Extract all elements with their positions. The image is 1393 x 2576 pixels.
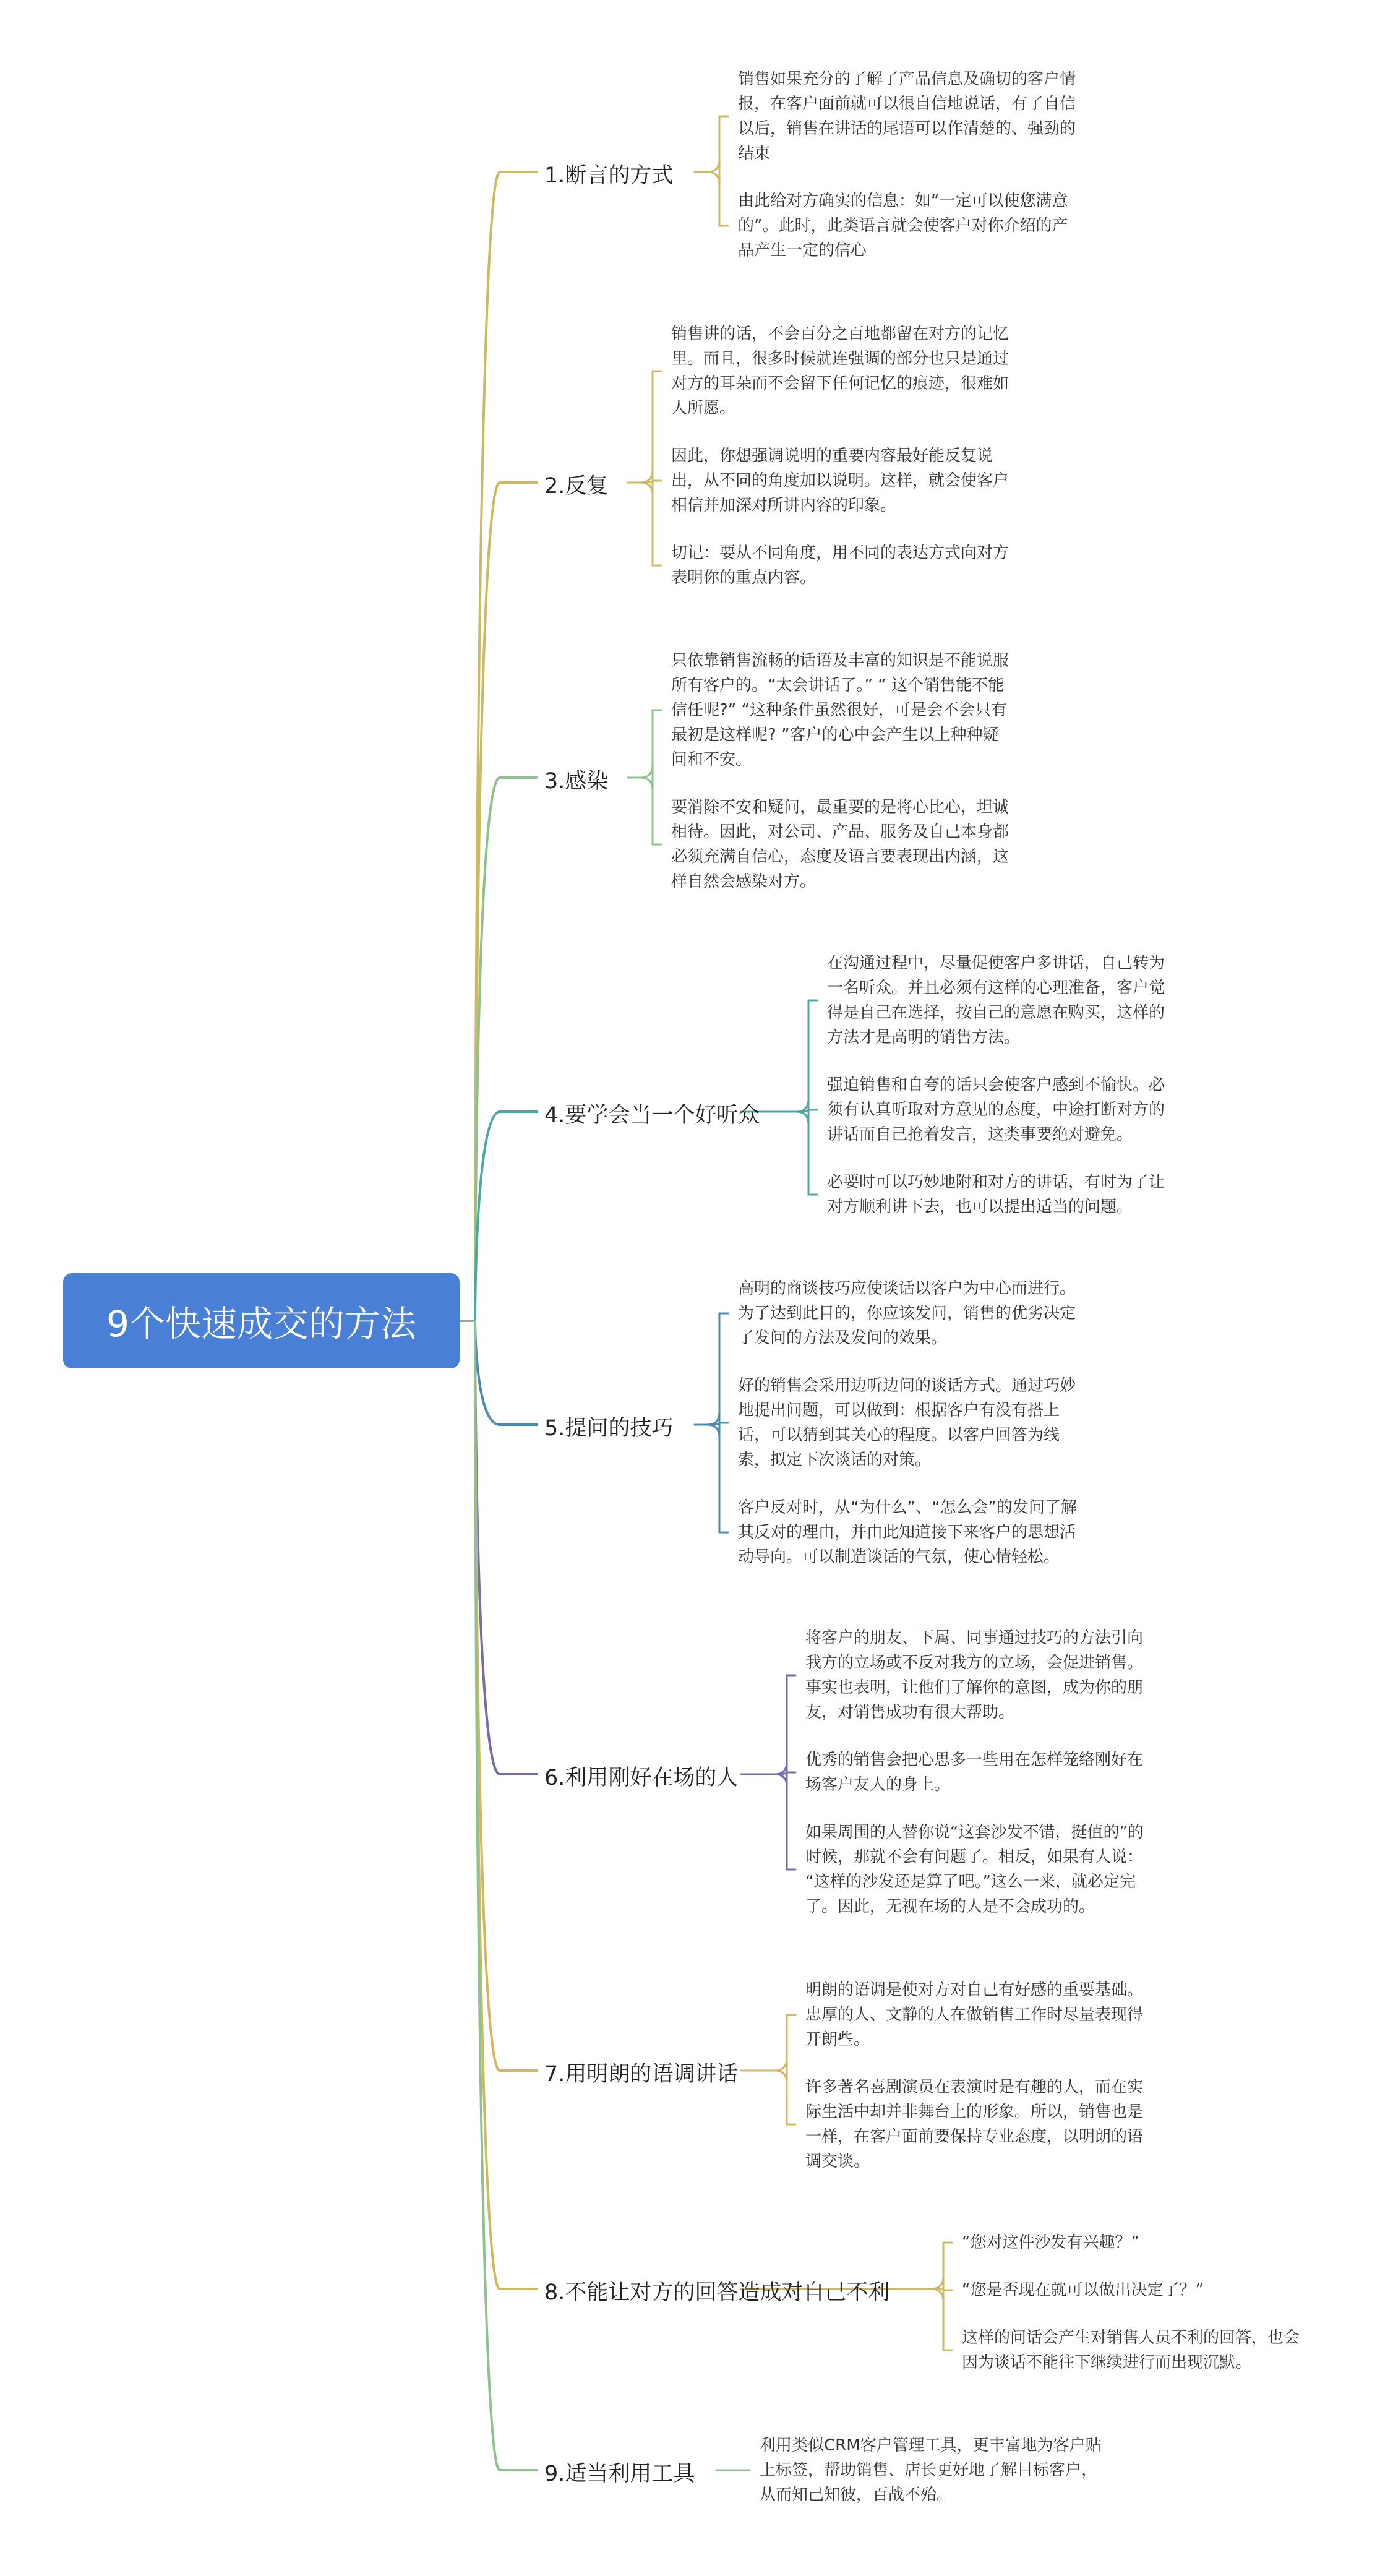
leaf-tick <box>640 710 661 778</box>
leaf-tick <box>774 2071 795 2124</box>
leaf-tick <box>796 1000 817 1112</box>
leaf-text[interactable]: 高明的商谈技巧应使谈话以客户为中心而进行。 为了达到此目的，你应该发问，销售的优劣决定 了发问的方法及发问的效果。 <box>738 1279 1076 1347</box>
leaf-text[interactable]: 优秀的销售会把心思多一些用在怎样笼络刚好在 场客户友人的身上。 <box>805 1751 1144 1794</box>
leaf-text[interactable]: 必要时可以巧妙地附和对方的讲话，有时为了让 对方顺利讲下去，也可以提出适当的问题。 <box>827 1173 1165 1216</box>
branch-connector <box>475 1112 537 1321</box>
branch-label[interactable]: 5.提问的技巧 <box>544 1416 674 1441</box>
branch-connector <box>475 1321 537 1774</box>
leaf-tick <box>774 1675 795 1774</box>
branch-label[interactable]: 3.感染 <box>544 769 609 794</box>
branch-label[interactable]: 4.要学会当一个好听众 <box>544 1103 760 1128</box>
leaf-group <box>805 1978 1189 2174</box>
branch-connector <box>475 1321 537 1425</box>
leaf-tick <box>640 483 661 565</box>
branch-label[interactable]: 2.反复 <box>544 474 609 499</box>
leaf-text[interactable]: 因此，你想强调说明的重要内容最好能反复说 出，从不同的角度加以说明。这样，就会使客户 相信并加深对所讲内容的印象。 <box>671 447 1009 515</box>
leaf-text[interactable]: 如果周围的人替你说“这套沙发不错，挺值的”的 时候，那就不会有问题了。相反，如果有人说： “这样的沙发还是算了吧。”这么一来，就必定完 了。因此，无视在场的人是不会成功的。 <box>805 1823 1144 1916</box>
leaf-text[interactable]: 销售如果充分的了解了产品信息及确切的客户情 报，在客户面前就可以很自信地说话，有了自信 以后，销售在讲话的尾语可以作清楚的、强劲的 结束 <box>738 70 1076 163</box>
leaf-group <box>805 1626 1189 1919</box>
leaf-group <box>827 951 1211 1219</box>
branch-connector <box>475 1321 537 2470</box>
leaf-text[interactable]: 只依靠销售流畅的话语及丰富的知识是不能说服 所有客户的。“太会讲话了。” “ 这个销售能不能 信任呢?” “这种条件虽然很好，可是会不会只有 最初是这样呢? ”客户的心中会产生以上种种疑 问和不安。 <box>671 651 1009 769</box>
leaf-group <box>760 2433 1155 2507</box>
leaf-text[interactable]: 好的销售会采用边听边问的谈话方式。通过巧妙 地提出问题，可以做到：根据客户有没有搭上 话，可以猜到其关心的程度。以客户回答为线 索，拟定下次谈话的对策。 <box>738 1376 1076 1469</box>
leaf-group <box>738 1276 1121 1569</box>
leaf-text[interactable]: 明朗的语调是使对方对自己有好感的重要基础。 忠厚的人、文静的人在做销售工作时尽量表现得 开朗些。 <box>805 1981 1144 2049</box>
leaf-tick <box>774 2015 795 2071</box>
leaf-text[interactable]: 利用类似CRM客户管理工具，更丰富地为客户贴 上标签，帮助销售、店长更好地了解目标客户， 从而知己知彼，百战不殆。 <box>760 2436 1102 2504</box>
branch-label[interactable]: 8.不能让对方的回答造成对自己不利 <box>544 2280 890 2306</box>
leaf-text[interactable]: “您对这件沙发有兴趣？” <box>962 2233 1139 2252</box>
leaf-text[interactable]: 强迫销售和自夸的话只会使客户感到不愉快。必 须有认真听取对方意见的态度，中途打断对方的 讲话而自己抢着发言，这类事要绝对避免。 <box>827 1076 1165 1144</box>
branch-connector <box>475 778 537 1321</box>
leaf-tick <box>707 116 728 172</box>
branch-label[interactable]: 1.断言的方式 <box>544 163 674 189</box>
leaf-text[interactable]: 许多著名喜剧演员在表演时是有趣的人，而在实 际生活中却并非舞台上的形象。所以，销售也是 一样，在客户面前要保持专业态度，以明朗的语 调交谈。 <box>805 2078 1144 2171</box>
leaf-tick <box>774 1774 795 1870</box>
branch-label[interactable]: 6.利用刚好在场的人 <box>544 1766 739 1791</box>
leaf-text[interactable]: 切记：要从不同角度，用不同的表达方式向对方 表明你的重点内容。 <box>671 544 1009 587</box>
leaf-tick <box>640 778 661 844</box>
leaf-tick <box>707 1425 728 1532</box>
leaf-text[interactable]: 销售讲的话，不会百分之百地都留在对方的记忆 里。而且，很多时候就连强调的部分也只是通过 对方的耳朵而不会留下任何记忆的痕迹，很难如 人所愿。 <box>671 325 1009 418</box>
leaf-tick <box>931 2289 952 2350</box>
leaf-text[interactable]: 在沟通过程中，尽量促使客户多讲话，自己转为 一名听众。并且必须有这样的心理准备，客户觉 得是自己在选择，按自己的意愿在购买，这样的 方法才是高明的销售方法。 <box>827 954 1165 1047</box>
leaf-text[interactable]: 要消除不安和疑问，最重要的是将心比心，坦诚 相待。因此，对公司、产品、服务及自己本身都 必须充满自信心，态度及语言要表现出内涵，这 样自然会感染对方。 <box>671 798 1009 891</box>
leaf-group <box>671 648 1055 894</box>
root-topic[interactable]: 9个快速成交的方法 <box>63 1273 460 1368</box>
leaf-text[interactable]: 客户反对时，从“为什么”、“怎么会”的发问了解 其反对的理由，并由此知道接下来客户的思想活 动导向。可以制造谈话的气氛，使心情轻松。 <box>738 1498 1077 1566</box>
leaf-text[interactable]: 这样的问话会产生对销售人员不利的回答，也会 因为谈话不能往下继续进行而出现沉默。 <box>962 2329 1300 2372</box>
branch-label[interactable]: 9.适当利用工具 <box>544 2462 695 2487</box>
leaf-text[interactable]: 将客户的朋友、下属、同事通过技巧的方法引向 我方的立场或不反对我方的立场，会促进销售。 事实也表明，让他们了解你的意图，成为你的朋 友，对销售成功有很大帮助。 <box>805 1629 1144 1722</box>
branch-connector <box>475 1321 537 2289</box>
leaf-tick <box>931 2243 952 2289</box>
leaf-tick <box>796 1112 817 1195</box>
leaf-text[interactable]: “您是否现在就可以做出决定了？” <box>962 2281 1204 2299</box>
leaf-group <box>738 67 1121 263</box>
leaf-tick <box>640 371 661 483</box>
leaf-text[interactable]: 由此给对方确实的信息：如“一定可以使您满意 的”。此时，此类语言就会使客户对你介绍的产 品产生一定的信心 <box>738 192 1068 260</box>
leaf-group <box>671 322 1055 590</box>
leaf-tick <box>707 172 728 226</box>
leaf-tick <box>707 1313 728 1425</box>
branch-label[interactable]: 7.用明朗的语调讲话 <box>544 2062 739 2087</box>
leaf-group <box>962 2230 1358 2375</box>
